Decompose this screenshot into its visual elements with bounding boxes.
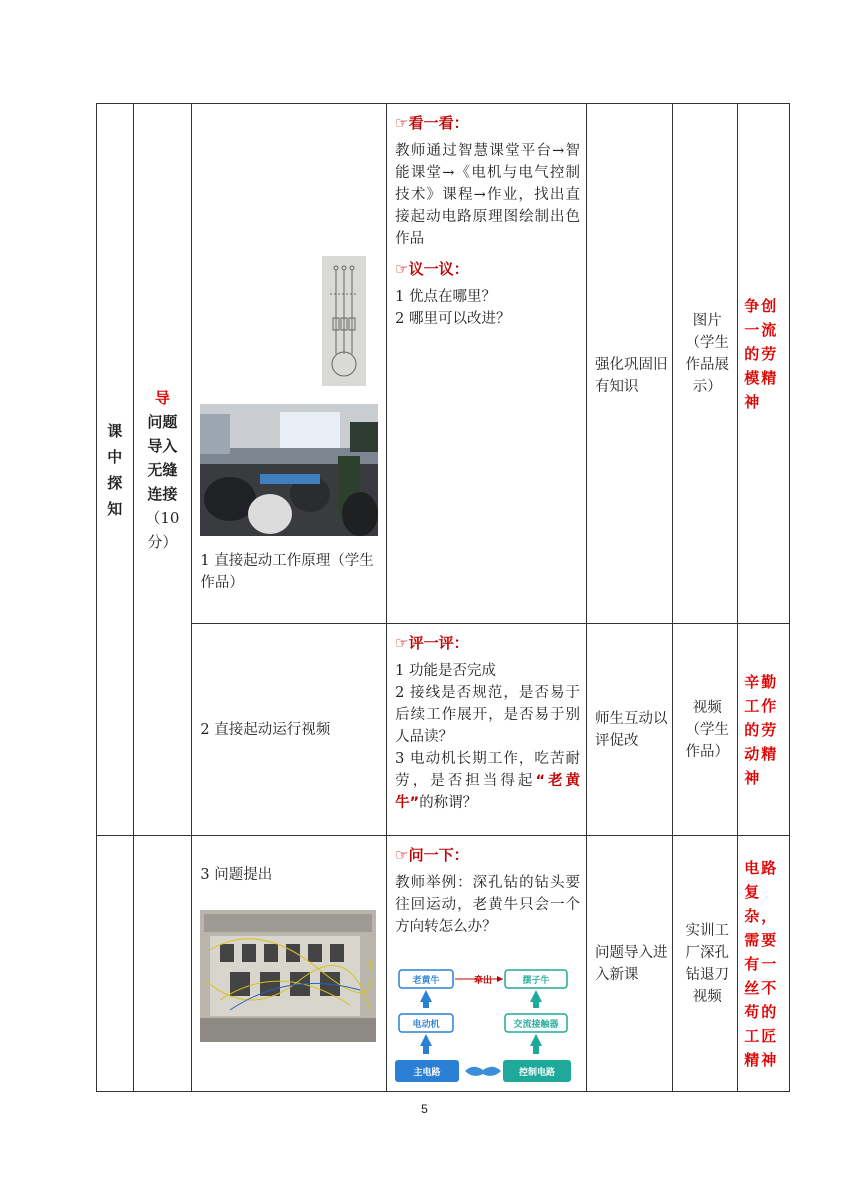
ideology-cell-3 — [738, 836, 790, 1092]
line-prefix: 3 电动机长期工作，吃苦耐劳，是否担当得起 — [395, 751, 581, 789]
goal-cell-2 — [587, 624, 673, 836]
activity-line: 2 哪里可以改进？ — [395, 311, 511, 327]
activity-cell-2 — [387, 624, 587, 836]
handshake-icon — [465, 1067, 501, 1076]
diagram-bottom-right: 控制电路 — [519, 1068, 556, 1078]
diagram-top-right: 摆子牛 — [522, 976, 550, 986]
diagram-mid-left: 电动机 — [412, 1020, 440, 1030]
line-suffix: 的称谓？ — [419, 795, 478, 811]
table-row — [97, 624, 790, 836]
activity-line — [387, 748, 586, 814]
diagram-top-mid: 牵出 — [474, 976, 493, 986]
stage-label: 课中探知 — [107, 421, 123, 518]
activity-line: 1 优点在哪里？ — [395, 289, 496, 305]
resource-cell-1 — [673, 104, 738, 624]
activity-cell-1 — [387, 104, 587, 624]
goal-text: 强化巩固旧有知识 — [595, 356, 668, 395]
phase-title: 问题导入无缝连接 — [147, 413, 178, 503]
ideology-text: 电路复杂，需要有一丝不苟的工匠精神 — [744, 858, 779, 1069]
stage-cell — [97, 104, 134, 836]
ideology-cell-1 — [738, 104, 790, 624]
content-cell-2 — [192, 624, 387, 836]
resource-cell-3 — [673, 836, 738, 1092]
phase-marker: 导 — [154, 389, 170, 407]
phase-duration: （10分） — [145, 509, 180, 551]
resource-cell-2 — [673, 624, 738, 836]
stage-cell-empty — [97, 836, 134, 1092]
goal-cell-1 — [587, 104, 673, 624]
activity-heading-ask: ☞问一下： — [395, 846, 469, 864]
ideology-cell-2 — [738, 624, 790, 836]
ideology-text: 争创一流的劳模精神 — [744, 296, 779, 411]
phase-cell — [133, 104, 192, 836]
goal-text: 问题导入进入新课 — [595, 944, 668, 983]
content-caption-2: 2 直接起动运行视频 — [200, 721, 331, 738]
resource-text: 图片（学生作品展示） — [685, 312, 729, 395]
lesson-plan-table — [96, 103, 790, 1092]
phase-cell-empty — [133, 836, 192, 1092]
goal-text: 师生互动以评促改 — [595, 710, 668, 749]
goal-cell-3 — [587, 836, 673, 1092]
activity-text-ask: 教师举例：深孔钻的钻头要往回运动，老黄牛只会一个方向转怎么办？ — [395, 875, 581, 935]
activity-heading-evaluate: ☞评一评： — [395, 634, 469, 652]
concept-diagram — [393, 964, 573, 1086]
training-panel-photo — [200, 910, 376, 1042]
activity-line: 1 功能是否完成 — [395, 663, 496, 679]
circuit-drawing-image — [322, 256, 366, 386]
content-cell — [192, 104, 387, 624]
content-caption-1: 1 直接起动工作原理（学生作品） — [200, 553, 374, 591]
resource-text: 视频（学生作品） — [685, 699, 729, 760]
ideology-text: 辛勤工作的劳动精神 — [744, 672, 779, 787]
content-cell-3 — [192, 836, 387, 1092]
activity-text-look: 教师通过智慧课堂平台→智能课堂→《电机与电气控制技术》课程→作业，找出直接起动电路原理图绘制出色作品 — [395, 143, 581, 247]
diagram-top-left: 老黄牛 — [412, 976, 440, 986]
activity-heading-discuss: ☞议一议： — [395, 260, 469, 278]
content-caption-3: 3 问题提出 — [200, 867, 273, 883]
activity-cell-3 — [387, 836, 587, 1092]
classroom-photo — [200, 404, 378, 536]
table-row — [97, 836, 790, 1092]
highlight-laohuangniu: “老黄牛” — [395, 773, 581, 811]
diagram-bottom-left: 主电路 — [413, 1068, 441, 1078]
page-number: 5 — [421, 1102, 428, 1116]
resource-text: 实训工厂深孔钻退刀视频 — [685, 922, 729, 1005]
diagram-mid-right: 交流接触器 — [513, 1020, 559, 1030]
activity-line: 2 接线是否规范，是否易于后续工作展开，是否易于别人品读？ — [395, 685, 581, 745]
table-row — [97, 104, 790, 624]
activity-heading-look: ☞看一看： — [395, 114, 469, 132]
phase-block — [134, 386, 192, 554]
